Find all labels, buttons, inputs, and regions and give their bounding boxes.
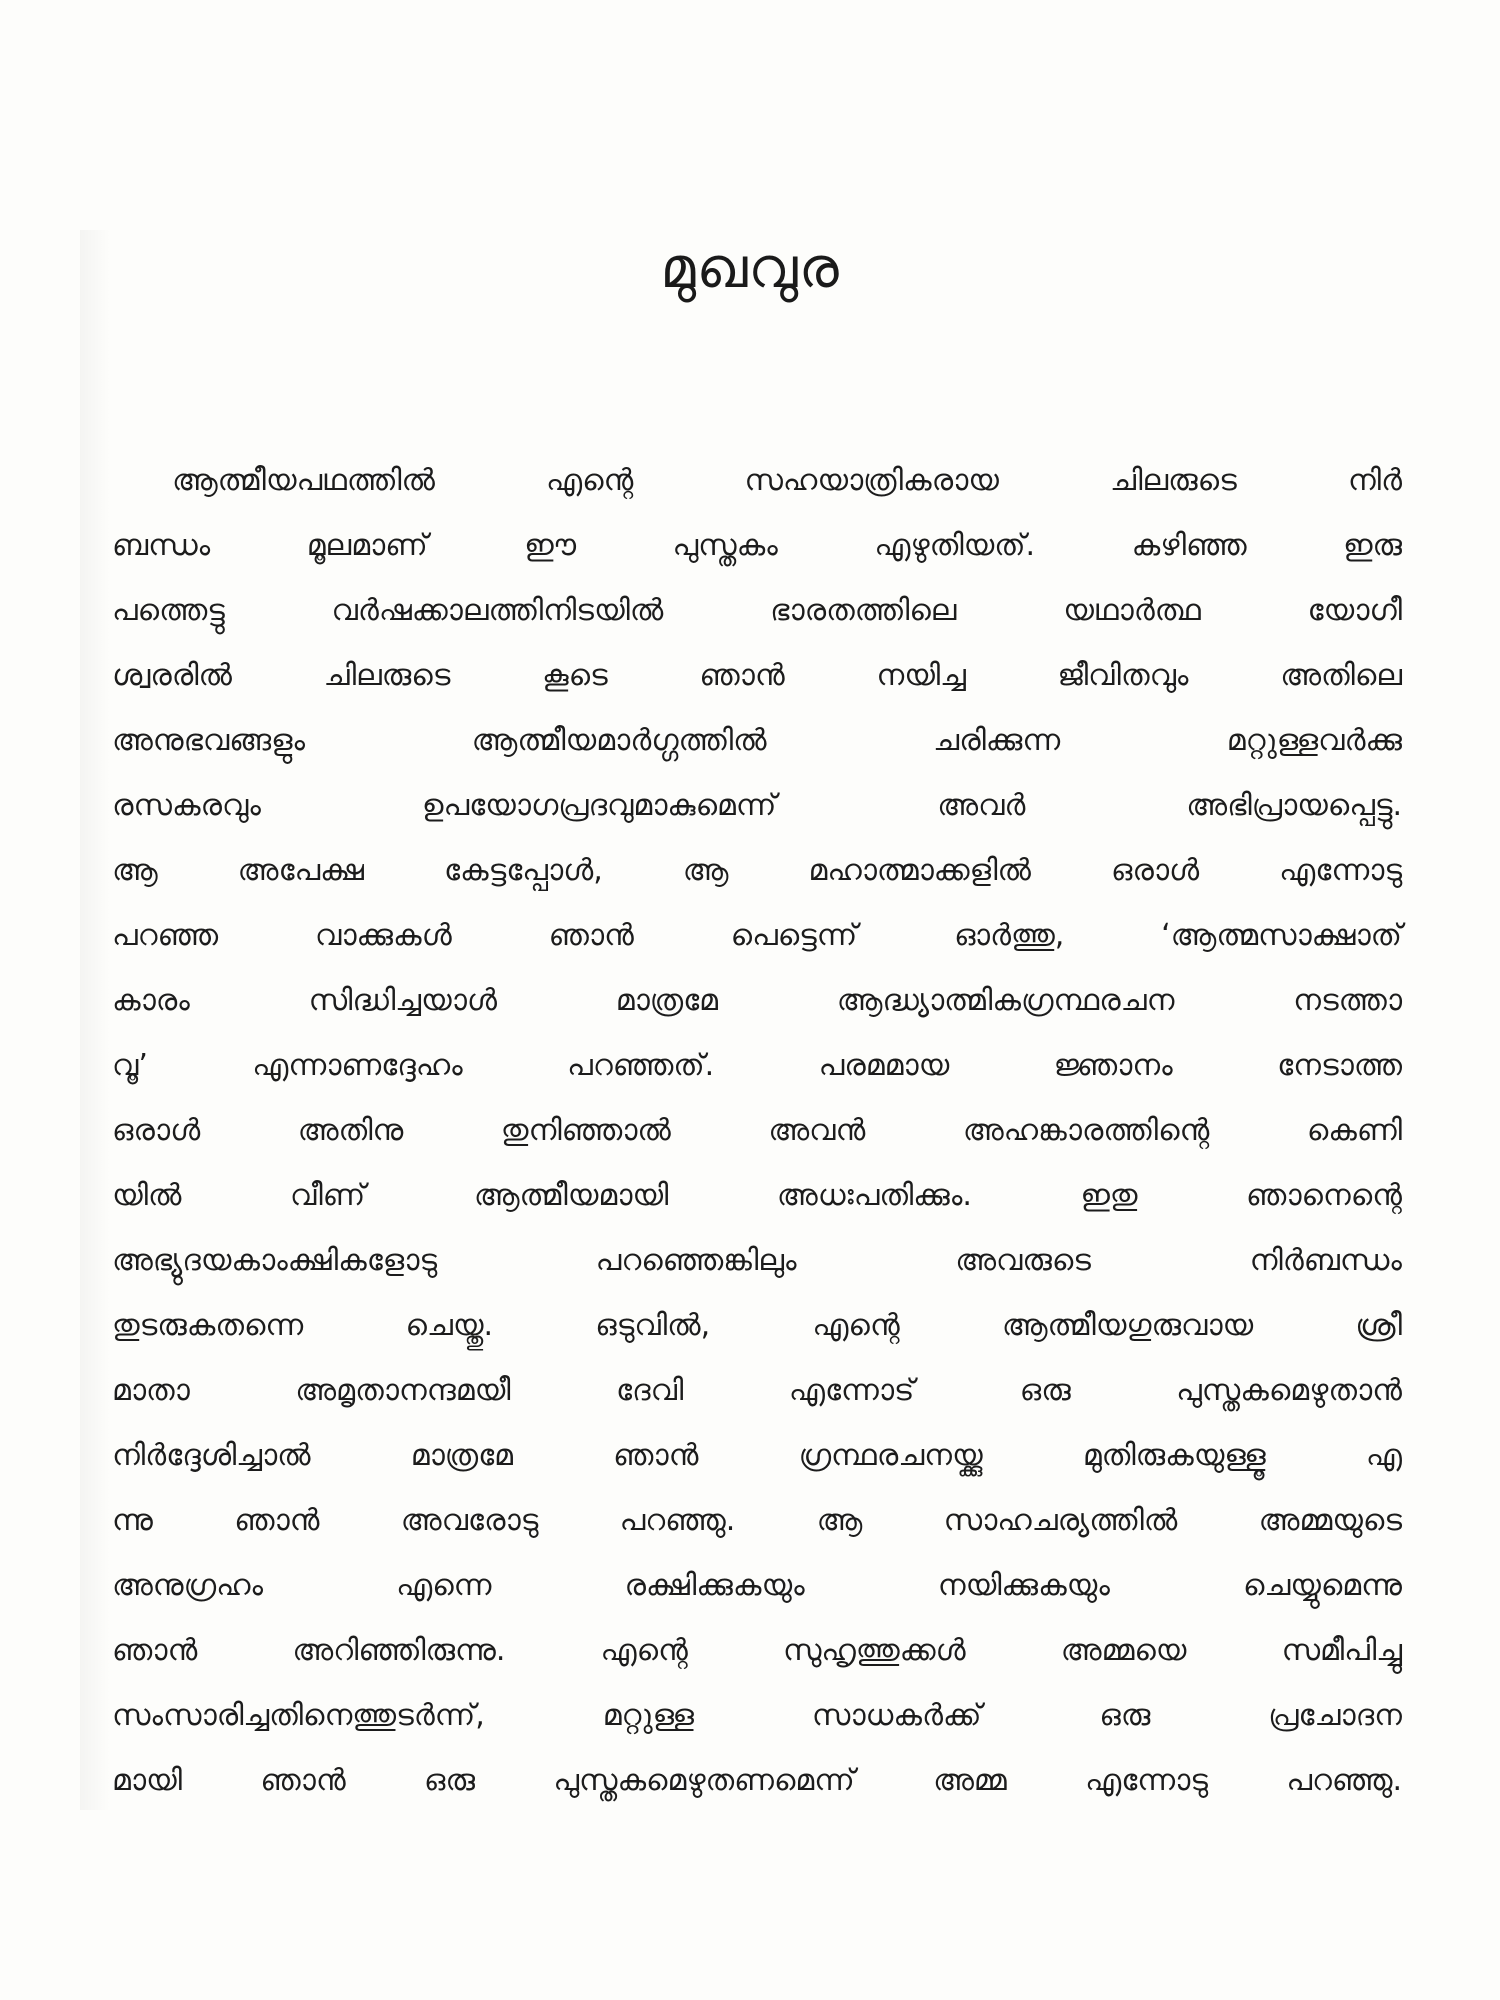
text-line: പറഞ്ഞ വാക്കുകൾ ഞാൻ പെട്ടെന്ന് ഓർത്തു, ‘ആത്മസാക്ഷാത്	[112, 918, 1402, 953]
text-line: മായി ഞാൻ ഒരു പുസ്തകമെഴുതണമെന്ന് അമ്മ എന്നോടു പറഞ്ഞു.	[112, 1763, 1402, 1798]
text-line: യിൽ വീണ് ആത്മീയമായി അധഃപതിക്കും. ഇതു ഞാനെന്റെ	[112, 1178, 1402, 1213]
text-line: ഞാൻ അറിഞ്ഞിരുന്നു. എന്റെ സുഹൃത്തുക്കൾ അമ്മയെ സമീപിച്ചു	[112, 1633, 1402, 1668]
scan-shadow	[80, 230, 110, 1810]
text-line: ശ്വരരിൽ ചിലരുടെ കൂടെ ഞാൻ നയിച്ച ജീവിതവും അതിലെ	[112, 658, 1402, 693]
text-line: ആ അപേക്ഷ കേട്ടപ്പോൾ, ആ മഹാത്മാക്കളിൽ ഒരാൾ എന്നോടു	[112, 853, 1402, 888]
text-line: അനുഗ്രഹം എന്നെ രക്ഷിക്കുകയും നയിക്കുകയും ചെയ്യുമെന്നു	[112, 1568, 1402, 1603]
text-line: തുടരുകതന്നെ ചെയ്തു. ഒടുവിൽ, എന്റെ ആത്മീയഗുരുവായ ശ്രീ	[112, 1308, 1402, 1343]
text-line: ന്നു ഞാൻ അവരോടു പറഞ്ഞു. ആ സാഹചര്യത്തിൽ അമ്മയുടെ	[112, 1503, 1402, 1538]
text-line: നിർദ്ദേശിച്ചാൽ മാത്രമേ ഞാൻ ഗ്രന്ഥരചനയ്ക്കു മുതിരുകയുള്ളൂ എ	[112, 1438, 1402, 1473]
text-line: അനുഭവങ്ങളും ആത്മീയമാർഗ്ഗത്തിൽ ചരിക്കുന്ന മറ്റുള്ളവർക്കു	[112, 723, 1402, 758]
text-line: ആത്മീയപഥത്തിൽ എന്റെ സഹയാത്രികരായ ചിലരുടെ നിർ	[172, 463, 1402, 498]
text-line: സംസാരിച്ചതിനെത്തുടർന്ന്, മറ്റുള്ള സാധകർക്ക് ഒരു പ്രചോദന	[112, 1698, 1402, 1733]
text-line: ഒരാൾ അതിനു തുനിഞ്ഞാൽ അവൻ അഹങ്കാരത്തിന്റെ കെണി	[112, 1113, 1402, 1148]
text-line: കാരം സിദ്ധിച്ചയാൾ മാത്രമേ ആദ്ധ്യാത്മികഗ്രന്ഥരചന നടത്താ	[112, 983, 1402, 1018]
page-title: മുഖവുര	[660, 236, 840, 301]
text-line: രസകരവും ഉപയോഗപ്രദവുമാകുമെന്ന് അവർ അഭിപ്രായപ്പെട്ടു.	[112, 788, 1402, 823]
text-line: ബന്ധം മൂലമാണ് ഈ പുസ്തകം എഴുതിയത്. കഴിഞ്ഞ ഇരു	[112, 528, 1402, 563]
text-line: പത്തെട്ടു വർഷക്കാലത്തിനിടയിൽ ഭാരതത്തിലെ യഥാർത്ഥ യോഗീ	[112, 593, 1402, 628]
text-line: മാതാ അമൃതാനന്ദമയീ ദേവി എന്നോട് ഒരു പുസ്തകമെഴുതാൻ	[112, 1373, 1402, 1408]
preface-paragraph	[112, 448, 1402, 1813]
text-line: വൂ’ എന്നാണദ്ദേഹം പറഞ്ഞത്. പരമമായ ജ്ഞാനം നേടാത്ത	[112, 1048, 1402, 1083]
text-line: അഭ്യുദയകാംക്ഷികളോടു പറഞ്ഞെങ്കിലും അവരുടെ നിർബന്ധം	[112, 1243, 1402, 1278]
